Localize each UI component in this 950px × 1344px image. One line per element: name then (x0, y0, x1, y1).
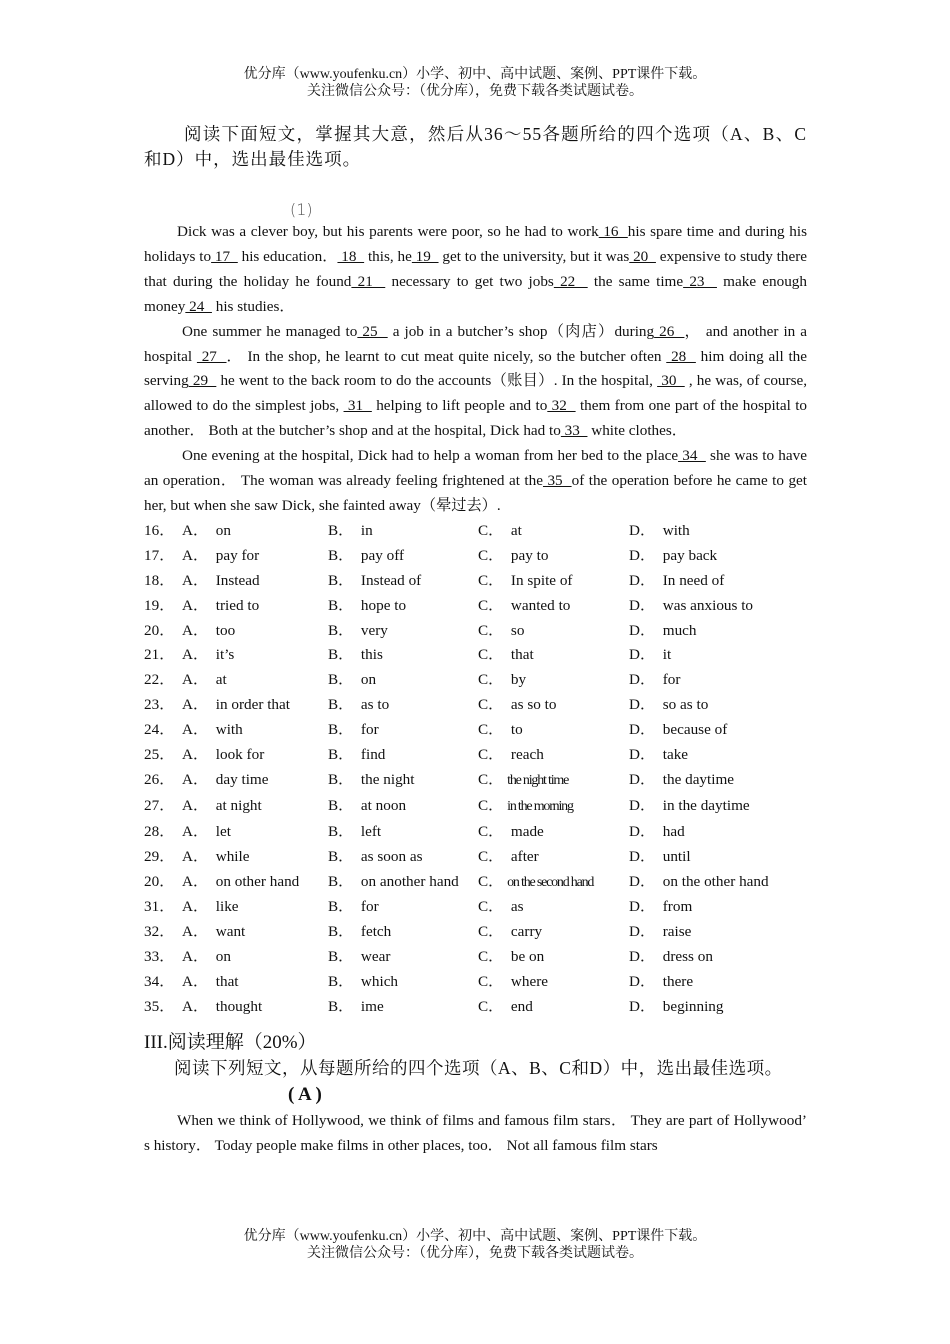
option-row (144, 594, 807, 619)
blank-24: 24 (185, 297, 212, 315)
question-number: 22． (144, 671, 175, 689)
option-d[interactable]: D． dress on (629, 948, 713, 966)
passage-text: his studies． (211, 297, 295, 315)
option-c[interactable]: C． to (478, 721, 523, 739)
option-a[interactable]: A． with (182, 721, 243, 739)
blank-18: 18 (337, 247, 365, 265)
option-c[interactable]: C． end (478, 998, 533, 1016)
blank-34: 34 (678, 447, 706, 465)
option-b[interactable]: B． pay off (328, 546, 405, 564)
option-a[interactable]: A． on (182, 948, 231, 966)
question-number: 31． (144, 898, 175, 916)
option-d[interactable]: D． on the other hand (629, 872, 769, 890)
option-c[interactable]: C． at (478, 521, 522, 539)
question-number: 26． (144, 770, 175, 788)
option-a[interactable]: A． while (182, 847, 250, 865)
passage-paragraph-3 (144, 444, 807, 519)
option-b[interactable]: B． ime (328, 998, 384, 1016)
passage-paragraph-2 (144, 320, 807, 445)
option-a[interactable]: A． on other hand (182, 872, 300, 890)
passage-text: them from one part of the hospital to another． Both at the butcher’s shop and at the hospital, Dick had to (144, 397, 808, 440)
option-row (144, 743, 807, 768)
option-a[interactable]: A． like (182, 898, 239, 916)
question-number: 27． (144, 796, 175, 814)
question-number: 17． (144, 546, 175, 564)
question-number: 29． (144, 847, 175, 865)
option-c[interactable]: C． in the morning (478, 796, 573, 814)
option-b[interactable]: B． Instead of (328, 571, 422, 589)
blank-26: 26 (654, 322, 685, 340)
option-a[interactable]: A． at (182, 671, 227, 689)
blank-22: 22 (553, 272, 588, 290)
passage-paragraph-1 (144, 220, 807, 320)
option-d[interactable]: D． until (629, 847, 691, 865)
option-row (144, 970, 807, 995)
passage-text: of the operation before he came to get her, but when she saw Dick, she fainted away（晕过去）. (144, 472, 808, 514)
blank-27: 27 (196, 347, 227, 365)
passage-text: One summer he managed to (182, 322, 358, 340)
option-row (144, 519, 807, 544)
option-b[interactable]: B． at noon (328, 796, 407, 814)
option-a[interactable]: A． Instead (182, 571, 260, 589)
option-row (144, 668, 807, 693)
passage-text: this, he (364, 247, 412, 265)
option-a[interactable]: A． pay for (182, 546, 260, 564)
passage-text: ． In the shop, he learnt to cut meat quite nicely, so the butcher often (226, 347, 667, 365)
passage-text: Dick was a clever boy, but his parents were poor, so he had to work (177, 223, 599, 240)
option-a[interactable]: A． that (182, 973, 239, 991)
option-b[interactable]: B． on (328, 671, 377, 689)
option-b[interactable]: B． very (328, 621, 388, 639)
option-b[interactable]: B． hope to (328, 596, 407, 614)
option-b[interactable]: B． in (328, 521, 373, 539)
option-c[interactable]: C． where (478, 973, 549, 991)
option-d[interactable]: D． because of (629, 721, 728, 739)
option-c[interactable]: C． after (478, 847, 539, 865)
option-a[interactable]: A． at night (182, 796, 262, 814)
passage-text: helping to lift people and to (371, 397, 548, 415)
option-d[interactable]: D． had (629, 822, 685, 840)
blank-17: 17 (211, 247, 238, 265)
options-list (144, 519, 807, 1020)
option-d[interactable]: D． in the daytime (629, 796, 750, 814)
question-number: 32． (144, 923, 175, 941)
footer-line-1: 优分库（www.youfenku.cn）小学、初中、高中试题、案例、PPT课件下载。 (243, 1229, 707, 1244)
passage-text: the same time (587, 272, 684, 290)
option-c[interactable]: C． as so to (478, 696, 557, 714)
option-c[interactable]: C． by (478, 671, 527, 689)
option-d[interactable]: D． for (629, 671, 681, 689)
option-d[interactable]: D． In need of (629, 571, 725, 589)
option-b[interactable]: B． which (328, 973, 399, 991)
option-row (144, 794, 807, 820)
passage-text: necessary to get two jobs (385, 272, 554, 290)
option-row (144, 544, 807, 569)
option-c[interactable]: C． on the second hand (478, 872, 594, 890)
question-number: 28． (144, 822, 175, 840)
document-body (144, 122, 807, 1159)
blank-28: 28 (666, 347, 696, 365)
option-d[interactable]: D． with (629, 521, 690, 539)
option-c[interactable]: C． made (478, 822, 544, 840)
blank-23: 23 (683, 272, 717, 290)
option-row (144, 920, 807, 945)
option-b[interactable]: B． this (328, 646, 383, 664)
blank-20: 20 (629, 247, 656, 265)
option-c[interactable]: C． carry (478, 923, 543, 941)
option-d[interactable]: D． pay back (629, 546, 718, 564)
blank-16: 16 (598, 223, 628, 240)
option-a[interactable]: A． tried to (182, 596, 260, 614)
option-a[interactable]: A． day time (182, 770, 269, 788)
option-d[interactable]: D． it (629, 646, 672, 664)
option-d[interactable]: D． beginning (629, 998, 724, 1016)
question-number: 16． (144, 521, 175, 539)
passage-text: his spare time and during his holidays to (144, 223, 807, 265)
section-3-title: III.阅读理解（20%） (144, 1032, 317, 1053)
page-header (0, 66, 950, 100)
option-c[interactable]: C． be on (478, 948, 545, 966)
option-d[interactable]: D． there (629, 973, 694, 991)
blank-35: 35 (542, 472, 572, 490)
option-b[interactable]: B． fetch (328, 923, 392, 941)
section-number: (1) (290, 200, 313, 219)
option-row (144, 693, 807, 718)
question-number: 24． (144, 721, 175, 739)
option-a[interactable]: A． too (182, 621, 236, 639)
option-a[interactable]: A． on (182, 521, 231, 539)
option-b[interactable]: B． as to (328, 696, 390, 714)
blank-33: 33 (560, 422, 588, 440)
question-number: 23． (144, 696, 175, 714)
question-number: 33． (144, 948, 175, 966)
option-d[interactable]: D． take (629, 746, 689, 764)
blank-29: 29 (188, 372, 217, 390)
passage-text: he went to the back room to do the accounts（账目）. In the hospital, (216, 372, 658, 390)
option-a[interactable]: A． it’s (182, 646, 235, 664)
passage-text: him doing all the serving (144, 347, 808, 390)
blank-19: 19 (411, 247, 439, 265)
option-c[interactable]: C． wanted to (478, 596, 571, 614)
option-b[interactable]: B． on another hand (328, 872, 459, 890)
option-row (144, 820, 807, 845)
blank-31: 31 (343, 397, 372, 415)
option-b[interactable]: B． wear (328, 948, 391, 966)
option-a[interactable]: A． want (182, 923, 246, 941)
passage-text: a job in a butcher’s shop（肉店）during (387, 322, 655, 340)
option-d[interactable]: D． the daytime (629, 770, 735, 788)
blank-30: 30 (657, 372, 685, 390)
option-a[interactable]: A． let (182, 822, 231, 840)
option-c[interactable]: C． so (478, 621, 525, 639)
option-d[interactable]: D． was anxious to (629, 596, 754, 614)
passage-text: get to the university, but it was (438, 247, 630, 265)
question-number: 21． (144, 646, 175, 664)
option-row (144, 718, 807, 743)
option-row (144, 895, 807, 920)
blank-21: 21 (351, 272, 386, 290)
passage-text: ， and another in a hospital (144, 322, 808, 365)
option-row (144, 569, 807, 594)
question-number: 20． (144, 872, 175, 890)
question-number: 20． (144, 621, 175, 639)
option-row (144, 870, 807, 896)
option-row (144, 995, 807, 1020)
option-row (144, 945, 807, 970)
passage-text: white clothes． (587, 422, 687, 440)
header-line-1: 优分库（www.youfenku.cn）小学、初中、高中试题、案例、PPT课件下载。 (243, 67, 707, 82)
option-d[interactable]: D． from (629, 898, 693, 916)
option-b[interactable]: B． left (328, 822, 382, 840)
footer-line-2: 关注微信公众号：（优分库），免费下载各类试题试卷。 (307, 1246, 643, 1261)
header-line-2: 关注微信公众号：（优分库），免费下载各类试题试卷。 (307, 84, 643, 99)
intro-instruction: 阅读下面短文，掌握其大意，然后从36～55各题所给的四个选项（A、B、C和D）中，选出最佳选项。 (144, 124, 807, 169)
blank-25: 25 (357, 322, 388, 340)
option-a[interactable]: A． in order that (182, 696, 290, 714)
option-d[interactable]: D． raise (629, 923, 692, 941)
option-row (144, 619, 807, 644)
passage-text: she was to have an operation． The woman was already feeling frightened at the (144, 447, 807, 490)
option-row (144, 643, 807, 668)
section-3-instruction: 阅读下列短文，从每题所给的四个选项（A、B、C和D）中，选出最佳选项。 (174, 1058, 783, 1078)
option-c[interactable]: C． In spite of (478, 571, 573, 589)
option-b[interactable]: B． the night (328, 770, 415, 788)
option-row (144, 768, 807, 794)
page-footer (0, 1228, 950, 1262)
option-b[interactable]: B． for (328, 721, 379, 739)
option-a[interactable]: A． thought (182, 998, 263, 1016)
passage-text: his education． (237, 247, 338, 265)
blank-32: 32 (547, 397, 576, 415)
option-d[interactable]: D． much (629, 621, 697, 639)
passage-a-text: When we think of Hollywood, we think of films and famous film stars． They are part of Hollywood’ s history． Today people make films in other places, too． Not all famous film stars (144, 1112, 807, 1154)
option-d[interactable]: D． so as to (629, 696, 709, 714)
question-number: 18． (144, 571, 175, 589)
question-number: 35． (144, 998, 175, 1016)
passage-text: , he was, of course, allowed to do the simplest jobs, (144, 372, 808, 415)
option-b[interactable]: B． find (328, 746, 386, 764)
option-c[interactable]: C． that (478, 646, 534, 664)
option-a[interactable]: A． look for (182, 746, 265, 764)
passage-text: expensive to study there that during the holiday he found (144, 247, 808, 290)
option-c[interactable]: C． the night time (478, 770, 569, 788)
option-b[interactable]: B． for (328, 898, 379, 916)
option-b[interactable]: B． as soon as (328, 847, 423, 865)
question-number: 25． (144, 746, 175, 764)
option-c[interactable]: C． reach (478, 746, 544, 764)
question-number: 34． (144, 973, 175, 991)
option-c[interactable]: C． as (478, 898, 524, 916)
part-a-title: ( A ) (288, 1084, 322, 1105)
passage-text: One evening at the hospital, Dick had to help a woman from her bed to the place (182, 447, 679, 465)
option-row (144, 845, 807, 870)
passage-text: make enough money (144, 272, 807, 315)
option-c[interactable]: C． pay to (478, 546, 549, 564)
question-number: 19． (144, 596, 175, 614)
